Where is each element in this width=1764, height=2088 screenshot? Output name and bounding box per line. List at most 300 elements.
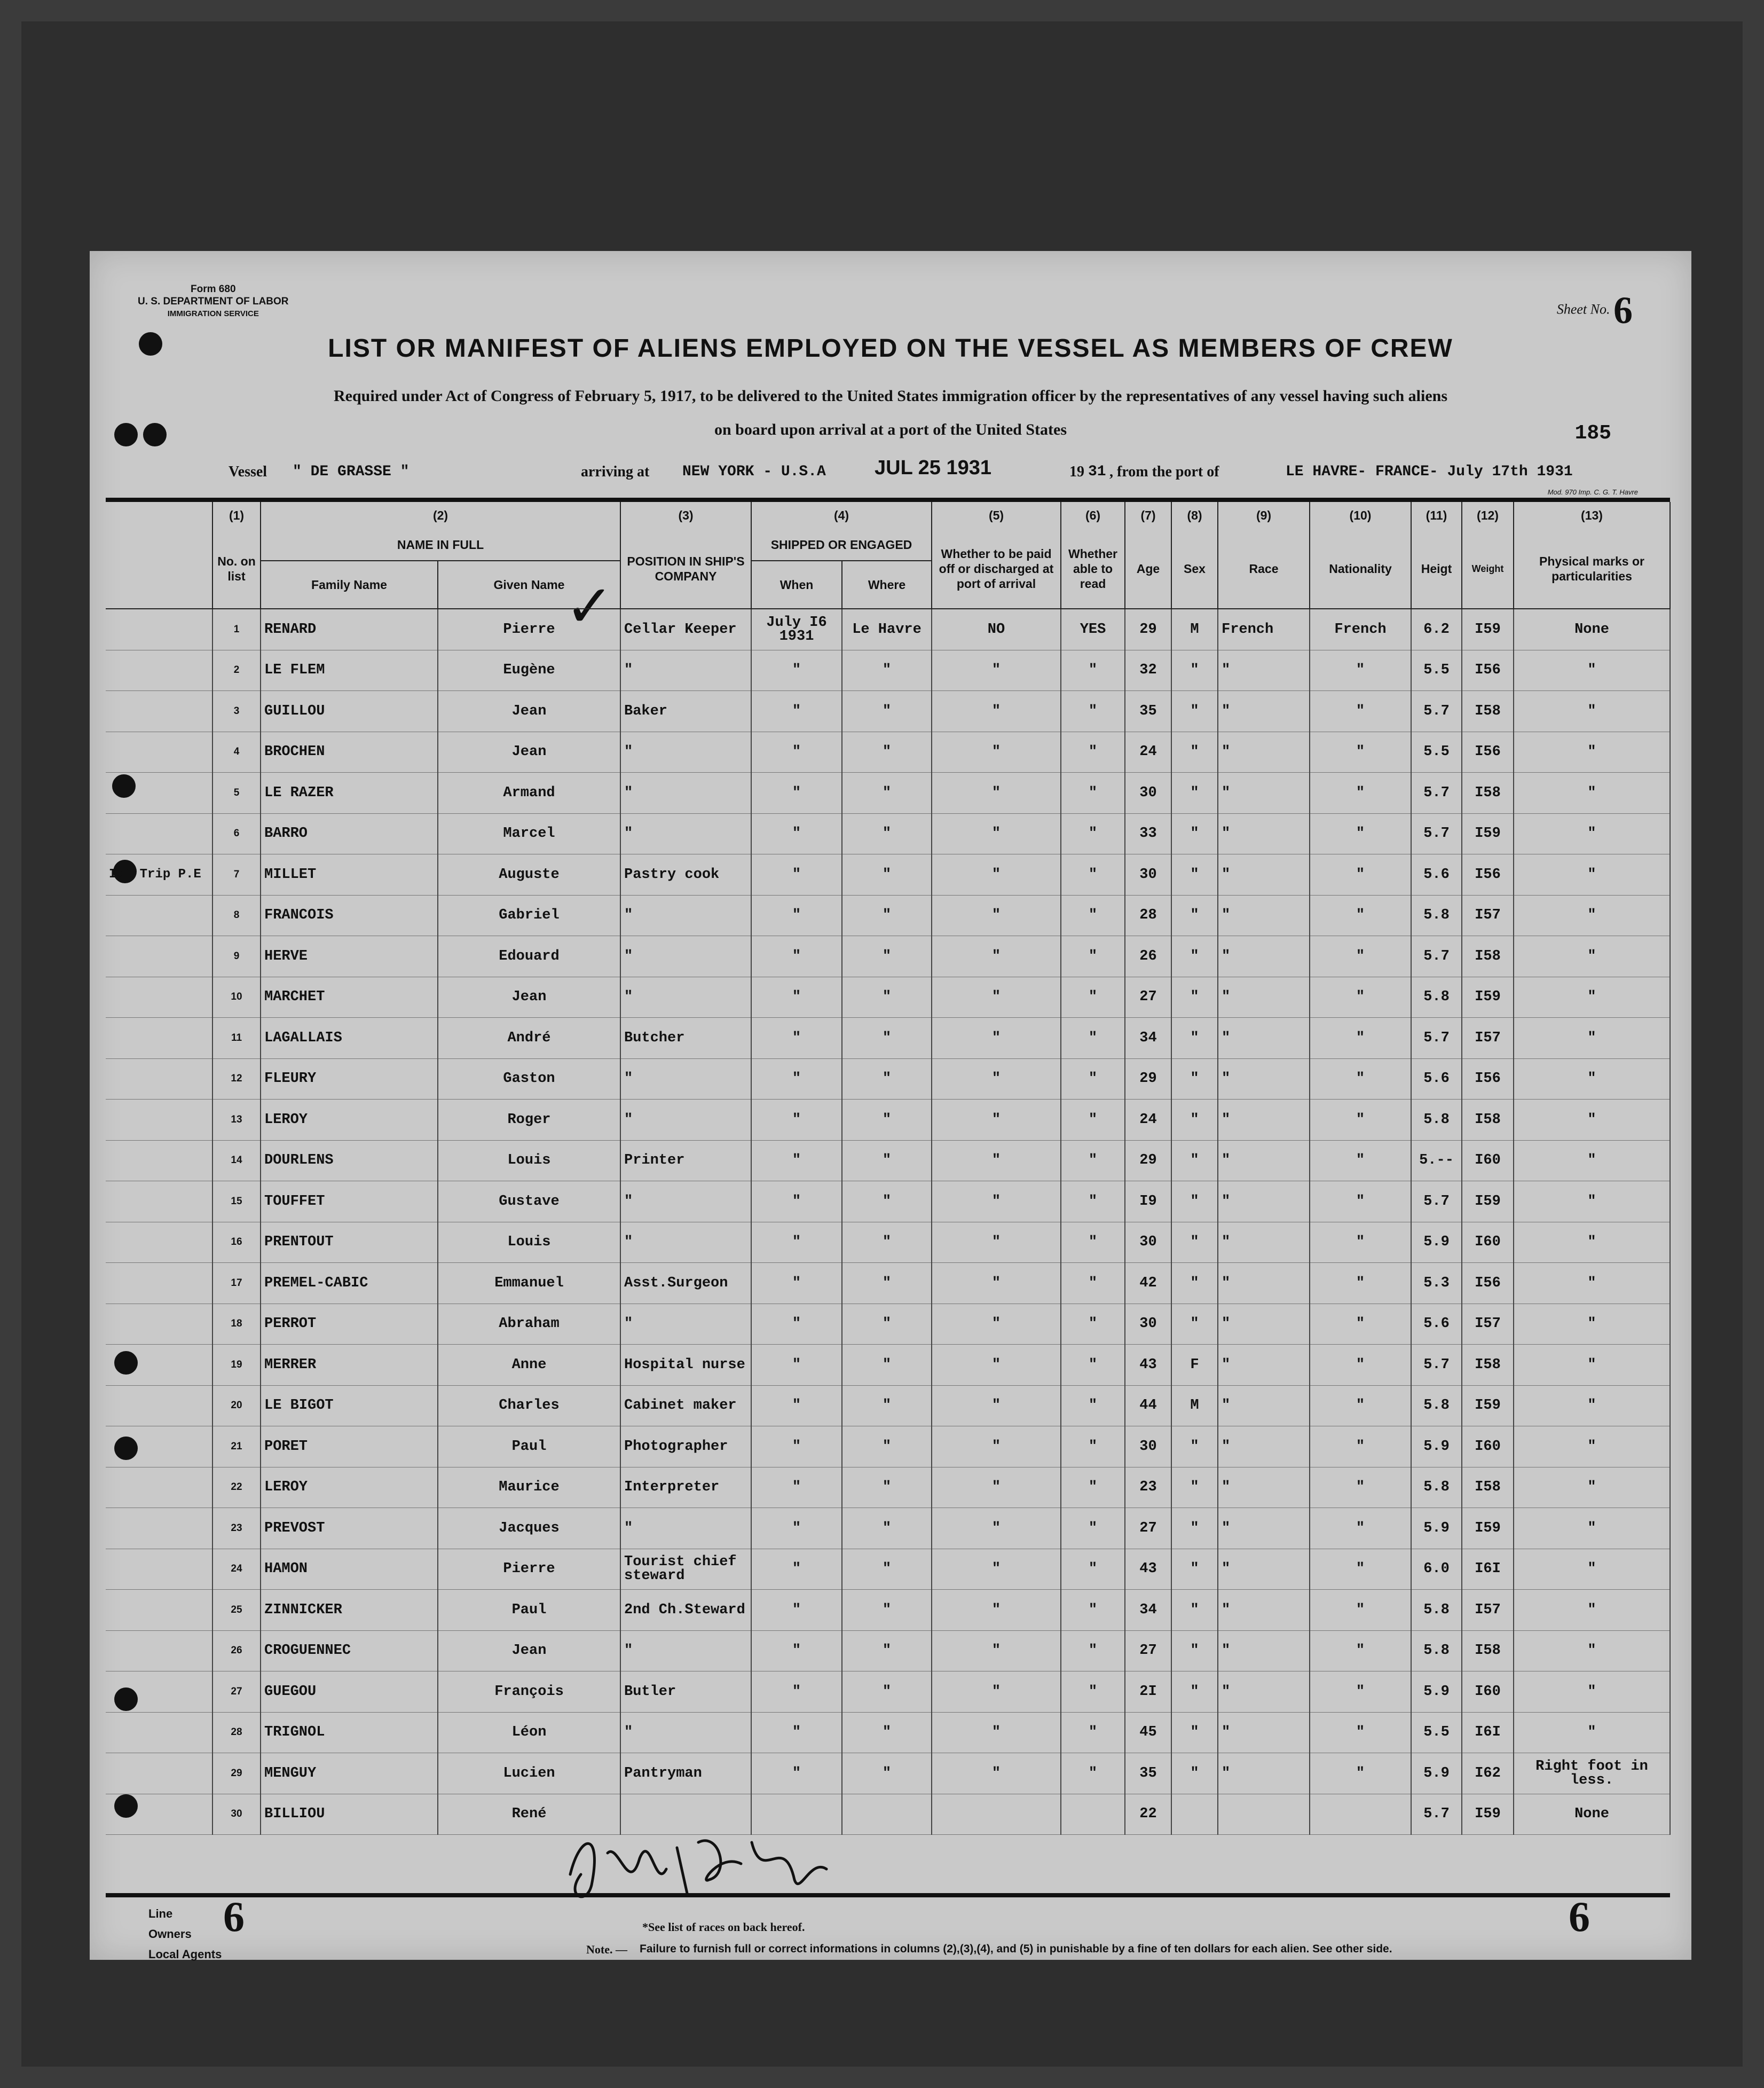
- race-cell: ": [1218, 1263, 1310, 1304]
- marks-cell: ": [1514, 854, 1670, 896]
- age-cell: 42: [1125, 1263, 1171, 1304]
- height-cell: 5.8: [1411, 1467, 1462, 1508]
- family-name-cell: LEROY: [261, 1100, 438, 1141]
- where-cell: ": [842, 691, 932, 732]
- marks-cell: ": [1514, 1671, 1670, 1713]
- height-cell: 5.3: [1411, 1263, 1462, 1304]
- given-name-cell: Jean: [438, 1630, 620, 1671]
- given-name-cell: Gabriel: [438, 895, 620, 936]
- weight-cell: I62: [1462, 1753, 1514, 1794]
- marks-cell: ": [1514, 1630, 1670, 1671]
- when-cell: ": [751, 691, 842, 732]
- weight-cell: I57: [1462, 1304, 1514, 1345]
- given-name-cell: Jean: [438, 977, 620, 1018]
- paid-off-cell: ": [932, 1140, 1061, 1181]
- row-number-cell: 2: [212, 650, 261, 691]
- height-cell: 5.9: [1411, 1671, 1462, 1713]
- family-name-cell: TRIGNOL: [261, 1712, 438, 1753]
- check-mark-column: ✓: [565, 572, 615, 640]
- where-cell: ": [842, 1385, 932, 1426]
- race-cell: ": [1218, 1018, 1310, 1059]
- row-number-cell: 10: [212, 977, 261, 1018]
- age-cell: 29: [1125, 1058, 1171, 1100]
- position-cell: 2nd Ch.Steward: [620, 1590, 751, 1631]
- where-cell: ": [842, 1100, 932, 1141]
- age-cell: 24: [1125, 1100, 1171, 1141]
- col-10-number: (10): [1310, 502, 1411, 529]
- row-number-cell: 8: [212, 895, 261, 936]
- given-name-cell: Anne: [438, 1345, 620, 1386]
- weight-cell: I56: [1462, 1058, 1514, 1100]
- mod-note: Mod. 970 Imp. C. G. T. Havre: [1547, 488, 1638, 496]
- when-cell: ": [751, 1100, 842, 1141]
- nationality-cell: ": [1310, 1140, 1411, 1181]
- row-number-cell: 1: [212, 609, 261, 650]
- table-row: [106, 732, 1670, 773]
- able-to-read-cell: ": [1061, 1467, 1125, 1508]
- margin-cell: [106, 1018, 212, 1059]
- position-cell: ": [620, 977, 751, 1018]
- able-to-read-cell: ": [1061, 1140, 1125, 1181]
- height-cell: 5.6: [1411, 1058, 1462, 1100]
- position-cell: Asst.Surgeon: [620, 1263, 751, 1304]
- col-6-number: (6): [1061, 502, 1125, 529]
- row-number-cell: 7: [212, 854, 261, 896]
- given-name-cell: Roger: [438, 1100, 620, 1141]
- age-cell: 35: [1125, 1753, 1171, 1794]
- able-to-read-cell: ": [1061, 1630, 1125, 1671]
- where-cell: Le Havre: [842, 609, 932, 650]
- sheet-number: [1557, 288, 1633, 333]
- paid-off-cell: ": [932, 1304, 1061, 1345]
- age-cell: 2I: [1125, 1671, 1171, 1713]
- crew-manifest-table: [106, 502, 1671, 1835]
- family-name-cell: HAMON: [261, 1549, 438, 1590]
- given-name-cell: Paul: [438, 1426, 620, 1467]
- height-cell: 5.9: [1411, 1222, 1462, 1263]
- paid-off-cell: ": [932, 1671, 1061, 1713]
- where-cell: ": [842, 1140, 932, 1181]
- race-cell: ": [1218, 1304, 1310, 1345]
- age-cell: 33: [1125, 813, 1171, 854]
- nationality-cell: ": [1310, 1753, 1411, 1794]
- vessel-label: Vessel: [229, 464, 267, 480]
- col-physical-marks: Physical marks or particularities: [1514, 529, 1670, 609]
- marks-cell: ": [1514, 691, 1670, 732]
- col-weight: Weight: [1462, 529, 1514, 609]
- marks-cell: ": [1514, 773, 1670, 814]
- paid-off-cell: ": [932, 854, 1061, 896]
- sex-cell: ": [1171, 1426, 1218, 1467]
- margin-cell: [106, 1508, 212, 1549]
- col-family-name: Family Name: [261, 561, 438, 609]
- where-cell: ": [842, 650, 932, 691]
- weight-cell: I59: [1462, 609, 1514, 650]
- sheet-label: Sheet No.: [1556, 301, 1610, 317]
- table-header: [106, 502, 1670, 609]
- height-cell: 5.5: [1411, 650, 1462, 691]
- races-note: *See list of races on back hereof.: [642, 1920, 805, 1934]
- weight-cell: I57: [1462, 1590, 1514, 1631]
- when-cell: ": [751, 1222, 842, 1263]
- row-number-cell: 28: [212, 1712, 261, 1753]
- col-able-to-read: Whether able to read: [1061, 529, 1125, 609]
- sex-cell: ": [1171, 977, 1218, 1018]
- marks-cell: ": [1514, 1058, 1670, 1100]
- height-cell: 5.5: [1411, 1712, 1462, 1753]
- row-number-cell: 5: [212, 773, 261, 814]
- footer-right-number: 6: [1569, 1894, 1590, 1941]
- table-row: [106, 1753, 1670, 1794]
- nationality-cell: ": [1310, 1100, 1411, 1141]
- table-row: [106, 691, 1670, 732]
- where-cell: ": [842, 1467, 932, 1508]
- row-number-cell: 6: [212, 813, 261, 854]
- weight-cell: I57: [1462, 1018, 1514, 1059]
- able-to-read-cell: ": [1061, 854, 1125, 896]
- weight-cell: I60: [1462, 1426, 1514, 1467]
- col-no-on-list: No. on list: [212, 529, 261, 609]
- where-cell: ": [842, 1263, 932, 1304]
- given-name-cell: Marcel: [438, 813, 620, 854]
- nationality-cell: ": [1310, 1630, 1411, 1671]
- race-cell: ": [1218, 936, 1310, 977]
- table-row: [106, 1018, 1670, 1059]
- able-to-read-cell: ": [1061, 1058, 1125, 1100]
- table-row: [106, 773, 1670, 814]
- where-cell: ": [842, 1753, 932, 1794]
- paid-off-cell: ": [932, 1345, 1061, 1386]
- sex-cell: ": [1171, 813, 1218, 854]
- where-cell: ": [842, 854, 932, 896]
- col-7-number: (7): [1125, 502, 1171, 529]
- age-cell: 43: [1125, 1549, 1171, 1590]
- age-cell: 27: [1125, 977, 1171, 1018]
- paid-off-cell: ": [932, 1385, 1061, 1426]
- paid-off-cell: ": [932, 1263, 1061, 1304]
- family-name-cell: LAGALLAIS: [261, 1018, 438, 1059]
- sex-cell: ": [1171, 1549, 1218, 1590]
- position-cell: ": [620, 732, 751, 773]
- row-number-cell: 18: [212, 1304, 261, 1345]
- given-name-cell: Jacques: [438, 1508, 620, 1549]
- when-cell: ": [751, 1590, 842, 1631]
- line-label: Line: [148, 1907, 173, 1920]
- race-cell: ": [1218, 1590, 1310, 1631]
- year-prefix: 19: [1069, 464, 1084, 480]
- col-age: Age: [1125, 529, 1171, 609]
- able-to-read-cell: [1061, 1794, 1125, 1835]
- marks-cell: ": [1514, 1222, 1670, 1263]
- family-name-cell: DOURLENS: [261, 1140, 438, 1181]
- marks-cell: None: [1514, 609, 1670, 650]
- height-cell: 5.8: [1411, 977, 1462, 1018]
- age-cell: 27: [1125, 1508, 1171, 1549]
- table-row: [106, 1345, 1670, 1386]
- service: IMMIGRATION SERVICE: [167, 309, 259, 318]
- marks-cell: ": [1514, 813, 1670, 854]
- row-number-cell: 15: [212, 1181, 261, 1222]
- able-to-read-cell: ": [1061, 1018, 1125, 1059]
- weight-cell: I56: [1462, 732, 1514, 773]
- given-name-cell: Louis: [438, 1222, 620, 1263]
- able-to-read-cell: ": [1061, 1222, 1125, 1263]
- signature: [560, 1810, 859, 1917]
- paid-off-cell: ": [932, 1058, 1061, 1100]
- given-name-cell: Edouard: [438, 936, 620, 977]
- form-number: Form 680: [191, 284, 236, 295]
- col-paid-off: Whether to be paid off or discharged at port of arrival: [932, 529, 1061, 609]
- marks-cell: ": [1514, 1018, 1670, 1059]
- given-name-cell: Abraham: [438, 1304, 620, 1345]
- where-cell: ": [842, 813, 932, 854]
- race-cell: ": [1218, 1508, 1310, 1549]
- family-name-cell: HERVE: [261, 936, 438, 977]
- family-name-cell: LEROY: [261, 1467, 438, 1508]
- marks-cell: None: [1514, 1794, 1670, 1835]
- col-13-number: (13): [1514, 502, 1670, 529]
- marks-cell: ": [1514, 936, 1670, 977]
- race-cell: ": [1218, 813, 1310, 854]
- nationality-cell: ": [1310, 1467, 1411, 1508]
- margin-cell: [106, 691, 212, 732]
- age-cell: 30: [1125, 773, 1171, 814]
- page-title: LIST OR MANIFEST OF ALIENS EMPLOYED ON THE VESSEL AS MEMBERS OF CREW: [328, 334, 1453, 363]
- margin-cell: [106, 1222, 212, 1263]
- height-cell: 5.5: [1411, 732, 1462, 773]
- margin-cell: [106, 1630, 212, 1671]
- marks-cell: Right foot in less.: [1514, 1753, 1670, 1794]
- age-cell: 45: [1125, 1712, 1171, 1753]
- sex-cell: ": [1171, 691, 1218, 732]
- able-to-read-cell: ": [1061, 732, 1125, 773]
- given-name-cell: Charles: [438, 1385, 620, 1426]
- family-name-cell: RENARD: [261, 609, 438, 650]
- position-cell: ": [620, 1222, 751, 1263]
- height-cell: 5.7: [1411, 1345, 1462, 1386]
- marks-cell: ": [1514, 650, 1670, 691]
- family-name-cell: GUILLOU: [261, 691, 438, 732]
- race-cell: ": [1218, 691, 1310, 732]
- able-to-read-cell: ": [1061, 1263, 1125, 1304]
- page-number: 185: [1574, 422, 1611, 445]
- position-cell: Butler: [620, 1671, 751, 1713]
- paid-off-cell: ": [932, 1712, 1061, 1753]
- margin-cell: [106, 1590, 212, 1631]
- note-text: Failure to furnish full or correct informations in columns (2),(3),(4), and (5) in punishable by a fine of ten dollars for each alien. See other side.: [640, 1943, 1392, 1955]
- family-name-cell: PREMEL-CABIC: [261, 1263, 438, 1304]
- age-cell: 32: [1125, 650, 1171, 691]
- margin-cell: [106, 977, 212, 1018]
- sex-cell: ": [1171, 936, 1218, 977]
- col-2-number: (2): [261, 502, 620, 529]
- arriving-value: NEW YORK - U.S.A: [682, 464, 826, 480]
- where-cell: ": [842, 895, 932, 936]
- margin-cell: [106, 895, 212, 936]
- position-cell: ": [620, 936, 751, 977]
- nationality-cell: ": [1310, 1385, 1411, 1426]
- where-cell: ": [842, 1426, 932, 1467]
- height-cell: 5.7: [1411, 1794, 1462, 1835]
- when-cell: ": [751, 813, 842, 854]
- height-cell: 5.8: [1411, 1630, 1462, 1671]
- given-name-cell: Eugène: [438, 650, 620, 691]
- weight-cell: I6I: [1462, 1712, 1514, 1753]
- when-cell: ": [751, 1018, 842, 1059]
- age-cell: 29: [1125, 1140, 1171, 1181]
- where-cell: ": [842, 732, 932, 773]
- race-cell: ": [1218, 1712, 1310, 1753]
- able-to-read-cell: ": [1061, 1345, 1125, 1386]
- nationality-cell: ": [1310, 1508, 1411, 1549]
- when-cell: ": [751, 1671, 842, 1713]
- from-port-value: LE HAVRE- FRANCE- July 17th 1931: [1286, 464, 1573, 480]
- weight-cell: I59: [1462, 1508, 1514, 1549]
- sex-cell: M: [1171, 609, 1218, 650]
- where-cell: ": [842, 1712, 932, 1753]
- able-to-read-cell: ": [1061, 813, 1125, 854]
- race-cell: ": [1218, 1467, 1310, 1508]
- sex-cell: ": [1171, 1222, 1218, 1263]
- table-top-rule: [106, 498, 1670, 502]
- able-to-read-cell: ": [1061, 1549, 1125, 1590]
- table-bottom-rule: [106, 1893, 1670, 1897]
- row-number-cell: 21: [212, 1426, 261, 1467]
- where-cell: ": [842, 1222, 932, 1263]
- where-cell: ": [842, 977, 932, 1018]
- given-name-cell: Lucien: [438, 1753, 620, 1794]
- table-row: [106, 813, 1670, 854]
- paid-off-cell: ": [932, 773, 1061, 814]
- given-name-cell: Jean: [438, 732, 620, 773]
- position-cell: ": [620, 1508, 751, 1549]
- margin-cell: [106, 1304, 212, 1345]
- marks-cell: ": [1514, 895, 1670, 936]
- weight-cell: I6I: [1462, 1549, 1514, 1590]
- margin-cell: [106, 650, 212, 691]
- able-to-read-cell: ": [1061, 1753, 1125, 1794]
- weight-cell: I58: [1462, 691, 1514, 732]
- nationality-cell: ": [1310, 1181, 1411, 1222]
- height-cell: 5.9: [1411, 1426, 1462, 1467]
- paid-off-cell: [932, 1794, 1061, 1835]
- marks-cell: ": [1514, 977, 1670, 1018]
- able-to-read-cell: ": [1061, 691, 1125, 732]
- given-name-cell: Emmanuel: [438, 1263, 620, 1304]
- table-row: [106, 1385, 1670, 1426]
- race-cell: ": [1218, 854, 1310, 896]
- height-cell: 5.6: [1411, 1304, 1462, 1345]
- nationality-cell: [1310, 1794, 1411, 1835]
- marks-cell: ": [1514, 1549, 1670, 1590]
- table-row: [106, 936, 1670, 977]
- position-cell: Butcher: [620, 1018, 751, 1059]
- when-cell: ": [751, 1508, 842, 1549]
- race-cell: ": [1218, 1140, 1310, 1181]
- margin-cell: [106, 1263, 212, 1304]
- table-row: [106, 1181, 1670, 1222]
- able-to-read-cell: ": [1061, 650, 1125, 691]
- able-to-read-cell: YES: [1061, 609, 1125, 650]
- race-cell: ": [1218, 1181, 1310, 1222]
- form-header: [138, 283, 289, 320]
- paid-off-cell: ": [932, 1590, 1061, 1631]
- given-name-cell: Louis: [438, 1140, 620, 1181]
- age-cell: 27: [1125, 1630, 1171, 1671]
- margin-cell: [106, 773, 212, 814]
- table-row: [106, 609, 1670, 650]
- race-cell: French: [1218, 609, 1310, 650]
- nationality-cell: ": [1310, 773, 1411, 814]
- paid-off-cell: ": [932, 1549, 1061, 1590]
- family-name-cell: PRENTOUT: [261, 1222, 438, 1263]
- col-3-number: (3): [620, 502, 751, 529]
- race-cell: ": [1218, 1671, 1310, 1713]
- when-cell: ": [751, 1549, 842, 1590]
- margin-cell: [106, 813, 212, 854]
- age-cell: 30: [1125, 854, 1171, 896]
- row-number-cell: 27: [212, 1671, 261, 1713]
- age-cell: 28: [1125, 895, 1171, 936]
- arriving-label: arriving at: [581, 464, 650, 480]
- able-to-read-cell: ": [1061, 936, 1125, 977]
- age-cell: 35: [1125, 691, 1171, 732]
- where-cell: ": [842, 1181, 932, 1222]
- row-number-cell: 22: [212, 1467, 261, 1508]
- position-cell: ": [620, 1712, 751, 1753]
- margin-header: [106, 502, 212, 609]
- race-cell: ": [1218, 977, 1310, 1018]
- sex-cell: M: [1171, 1385, 1218, 1426]
- footer-left-number: 6: [223, 1894, 245, 1941]
- marks-cell: ": [1514, 1508, 1670, 1549]
- row-number-cell: 11: [212, 1018, 261, 1059]
- row-number-cell: 13: [212, 1100, 261, 1141]
- margin-cell: [106, 1385, 212, 1426]
- position-cell: Interpreter: [620, 1467, 751, 1508]
- given-name-cell: Pierre: [438, 609, 620, 650]
- row-number-cell: 9: [212, 936, 261, 977]
- position-cell: Cellar Keeper: [620, 609, 751, 650]
- nationality-cell: ": [1310, 1549, 1411, 1590]
- position-cell: Cabinet maker: [620, 1385, 751, 1426]
- nationality-cell: ": [1310, 1671, 1411, 1713]
- height-cell: 5.7: [1411, 936, 1462, 977]
- table-row: [106, 1590, 1670, 1631]
- from-port-label: , from the port of: [1109, 464, 1219, 480]
- nationality-cell: ": [1310, 1222, 1411, 1263]
- sex-cell: ": [1171, 1508, 1218, 1549]
- sex-cell: ": [1171, 1753, 1218, 1794]
- col-11-number: (11): [1411, 502, 1462, 529]
- marks-cell: ": [1514, 1385, 1670, 1426]
- weight-cell: I60: [1462, 1222, 1514, 1263]
- race-cell: ": [1218, 1630, 1310, 1671]
- position-cell: Photographer: [620, 1426, 751, 1467]
- nationality-cell: ": [1310, 1058, 1411, 1100]
- when-cell: ": [751, 650, 842, 691]
- margin-cell: [106, 1140, 212, 1181]
- family-name-cell: LE FLEM: [261, 650, 438, 691]
- when-cell: ": [751, 1304, 842, 1345]
- col-4-number: (4): [751, 502, 932, 529]
- local-agents-label: Local Agents: [148, 1948, 222, 1961]
- height-cell: 5.7: [1411, 691, 1462, 732]
- sheet-value: 6: [1613, 289, 1633, 332]
- marks-cell: ": [1514, 1467, 1670, 1508]
- where-cell: ": [842, 1630, 932, 1671]
- nationality-cell: ": [1310, 1345, 1411, 1386]
